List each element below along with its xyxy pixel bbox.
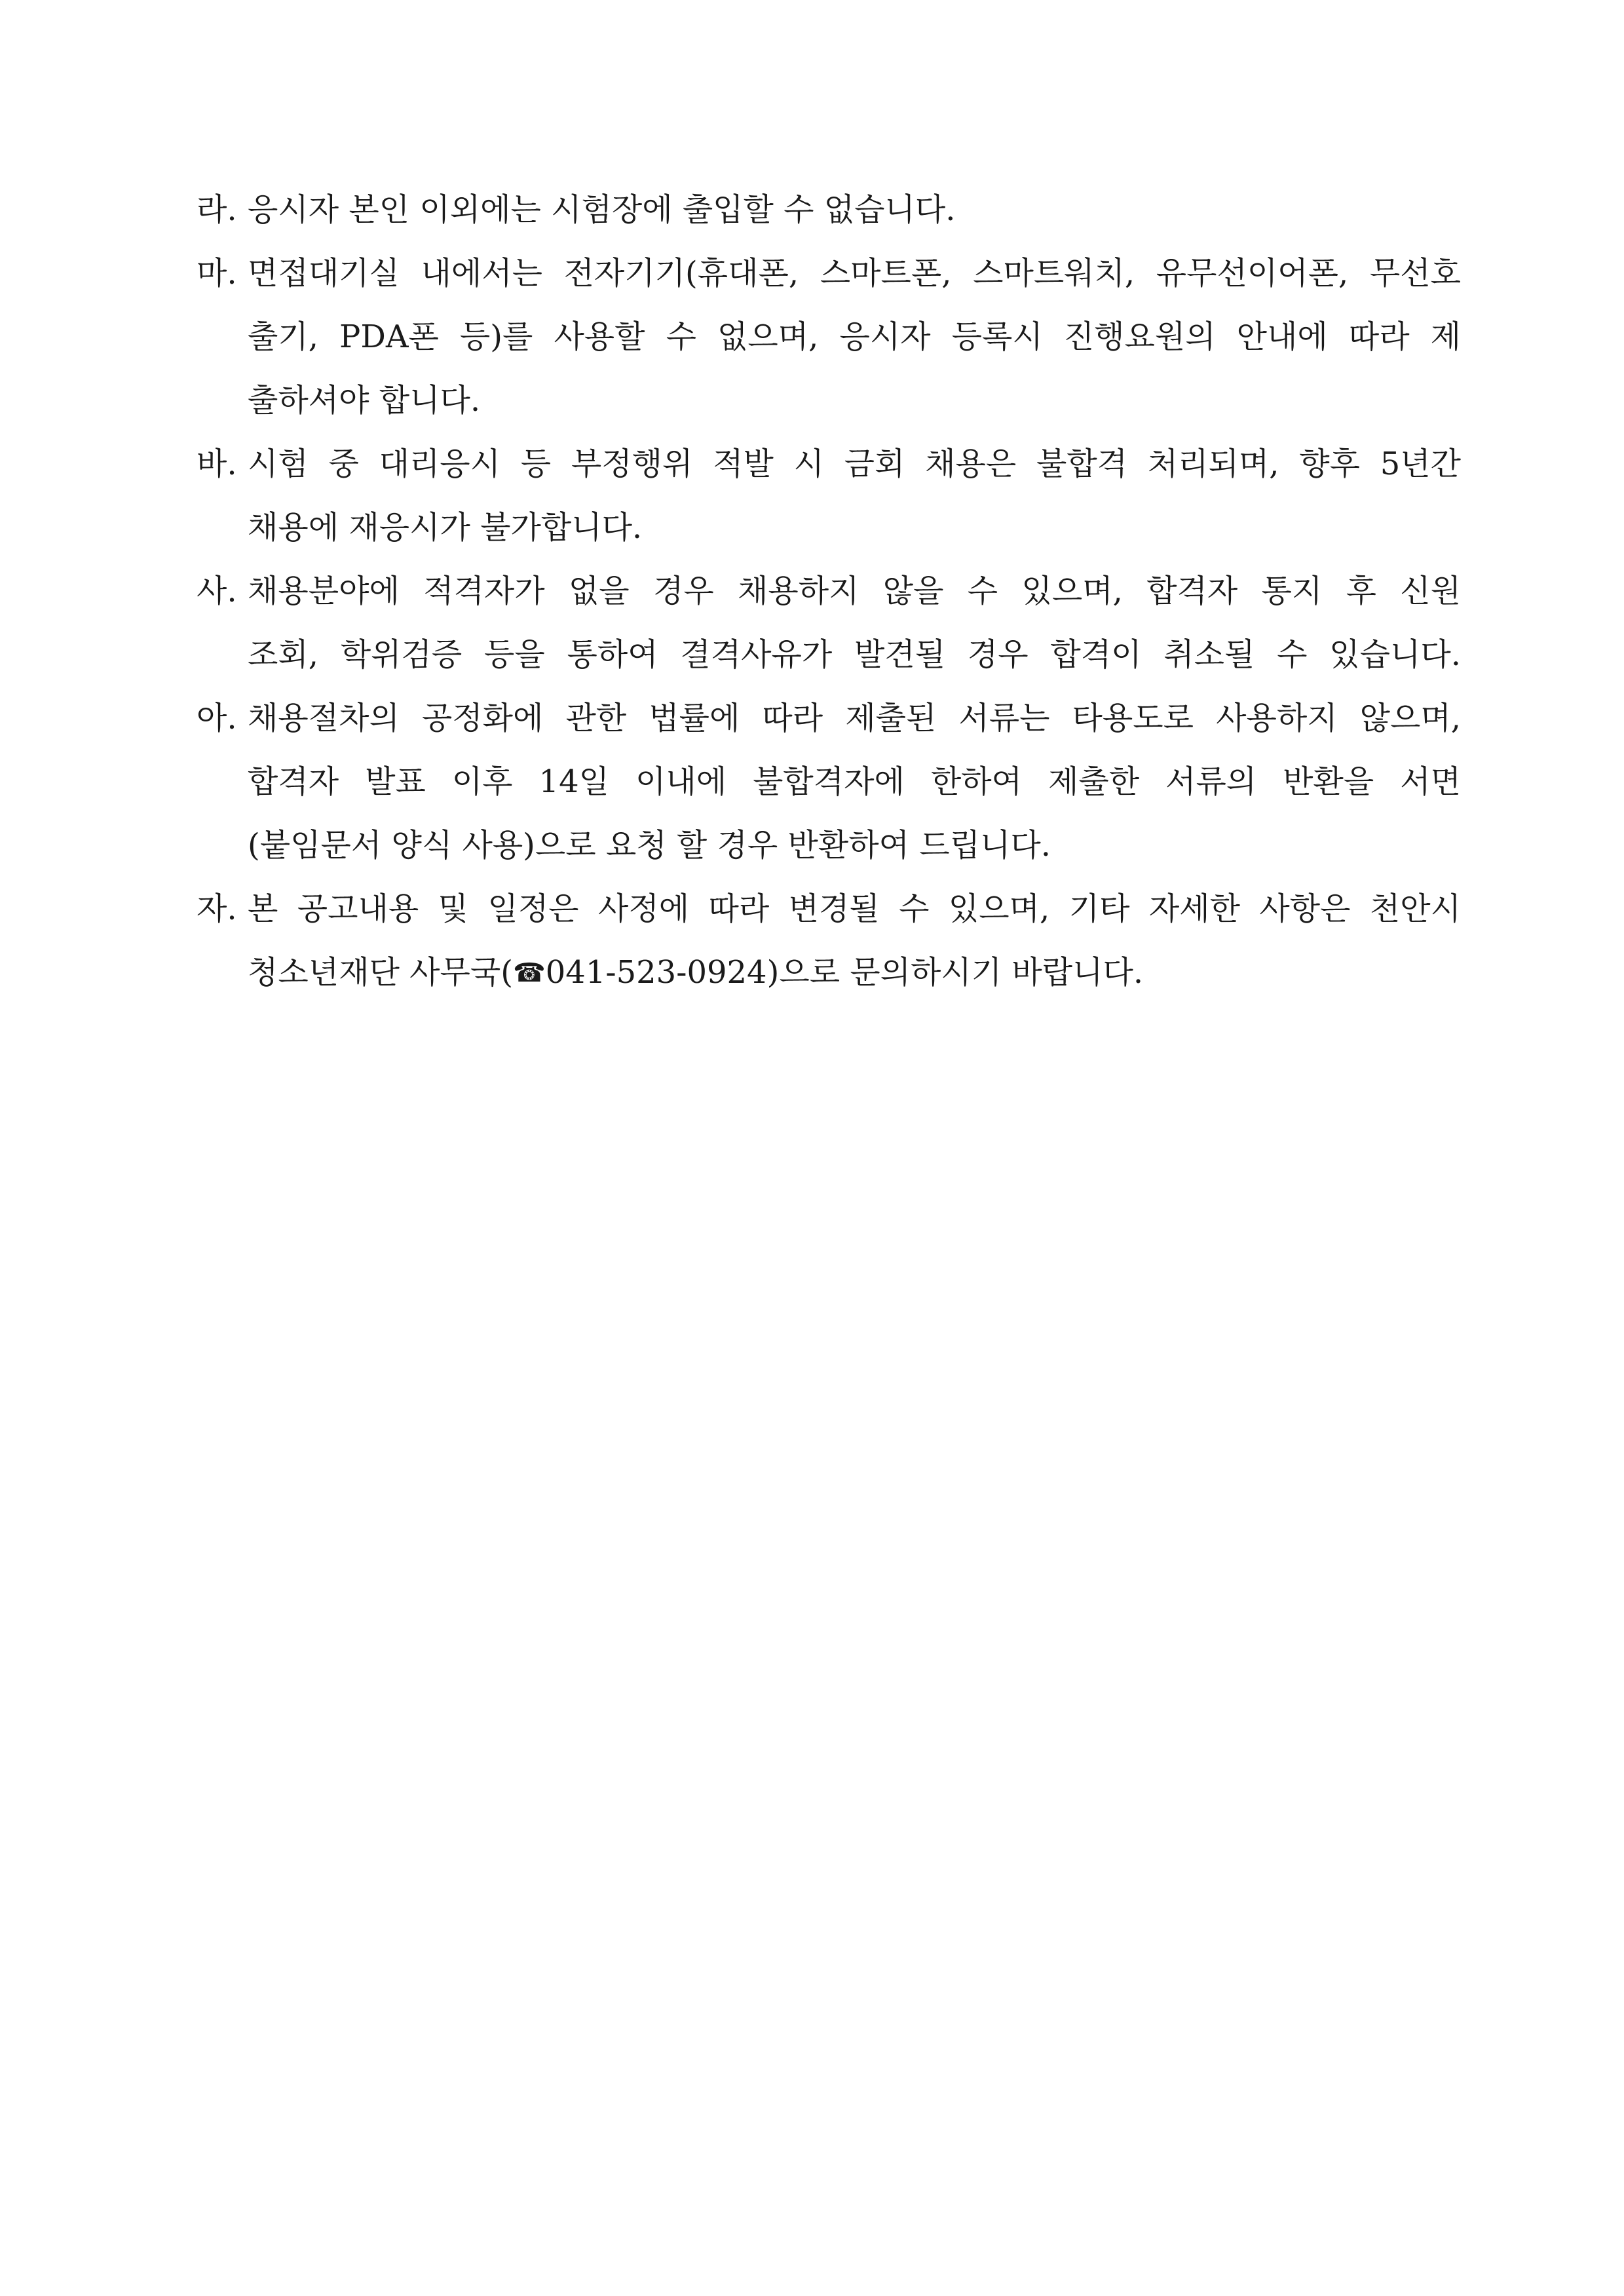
notice-list xyxy=(197,178,1461,1005)
contact-text-before: 청소년재단 사무국( xyxy=(248,954,513,991)
item-line: 채용분야에 적격자가 없을 경우 채용하지 않을 수 있으며, 합격자 통지 후 신원 xyxy=(248,573,1461,609)
item-line: (붙임문서 양식 사용)으로 요청 할 경우 반환하여 드립니다. xyxy=(248,827,1051,864)
notice-item-a xyxy=(197,687,1461,877)
item-marker: 사. xyxy=(197,573,237,609)
contact-phone-number: 041-523-0924 xyxy=(545,954,767,991)
notice-item-sa xyxy=(197,560,1461,687)
notice-item-ra xyxy=(197,178,1461,242)
contact-line xyxy=(248,941,1461,1005)
item-marker: 마. xyxy=(197,255,237,292)
item-line: 채용절차의 공정화에 관한 법률에 따라 제출된 서류는 타용도로 사용하지 않으며, xyxy=(248,700,1461,737)
item-text xyxy=(248,560,1461,687)
item-marker: 바. xyxy=(197,446,237,482)
item-line: 시험 중 대리응시 등 부정행위 적발 시 금회 채용은 불합격 처리되며, 향후 5년간 xyxy=(248,446,1461,482)
item-line: 면접대기실 내에서는 전자기기(휴대폰, 스마트폰, 스마트워치, 유무선이어폰, 무선호 xyxy=(248,255,1461,292)
item-line: 조회, 학위검증 등을 통하여 결격사유가 발견될 경우 합격이 취소될 수 있습니다. xyxy=(248,636,1461,673)
contact-text-after: )으로 문의하시기 바랍니다. xyxy=(766,954,1144,991)
item-text xyxy=(248,877,1461,1005)
notice-item-ja xyxy=(197,877,1461,1005)
telephone-icon: ☎ xyxy=(512,958,546,988)
notice-item-ma xyxy=(197,242,1461,432)
item-line: 본 공고내용 및 일정은 사정에 따라 변경될 수 있으며, 기타 자세한 사항은 천안시 xyxy=(248,890,1461,927)
item-text xyxy=(248,432,1461,560)
notice-item-ba xyxy=(197,432,1461,560)
item-line: 출하셔야 합니다. xyxy=(248,382,481,419)
item-line: 출기, PDA폰 등)를 사용할 수 없으며, 응시자 등록시 진행요원의 안내에 따라 제 xyxy=(248,318,1461,355)
item-line: 채용에 재응시가 불가합니다. xyxy=(248,509,643,546)
item-text xyxy=(248,178,1461,242)
item-marker: 아. xyxy=(197,700,237,737)
item-line: 응시자 본인 이외에는 시험장에 출입할 수 없습니다. xyxy=(248,191,956,228)
item-marker: 자. xyxy=(197,890,237,927)
item-marker: 라. xyxy=(197,191,237,228)
item-text xyxy=(248,687,1461,877)
item-line: 합격자 발표 이후 14일 이내에 불합격자에 한하여 제출한 서류의 반환을 서면 xyxy=(248,763,1461,800)
item-text xyxy=(248,242,1461,432)
